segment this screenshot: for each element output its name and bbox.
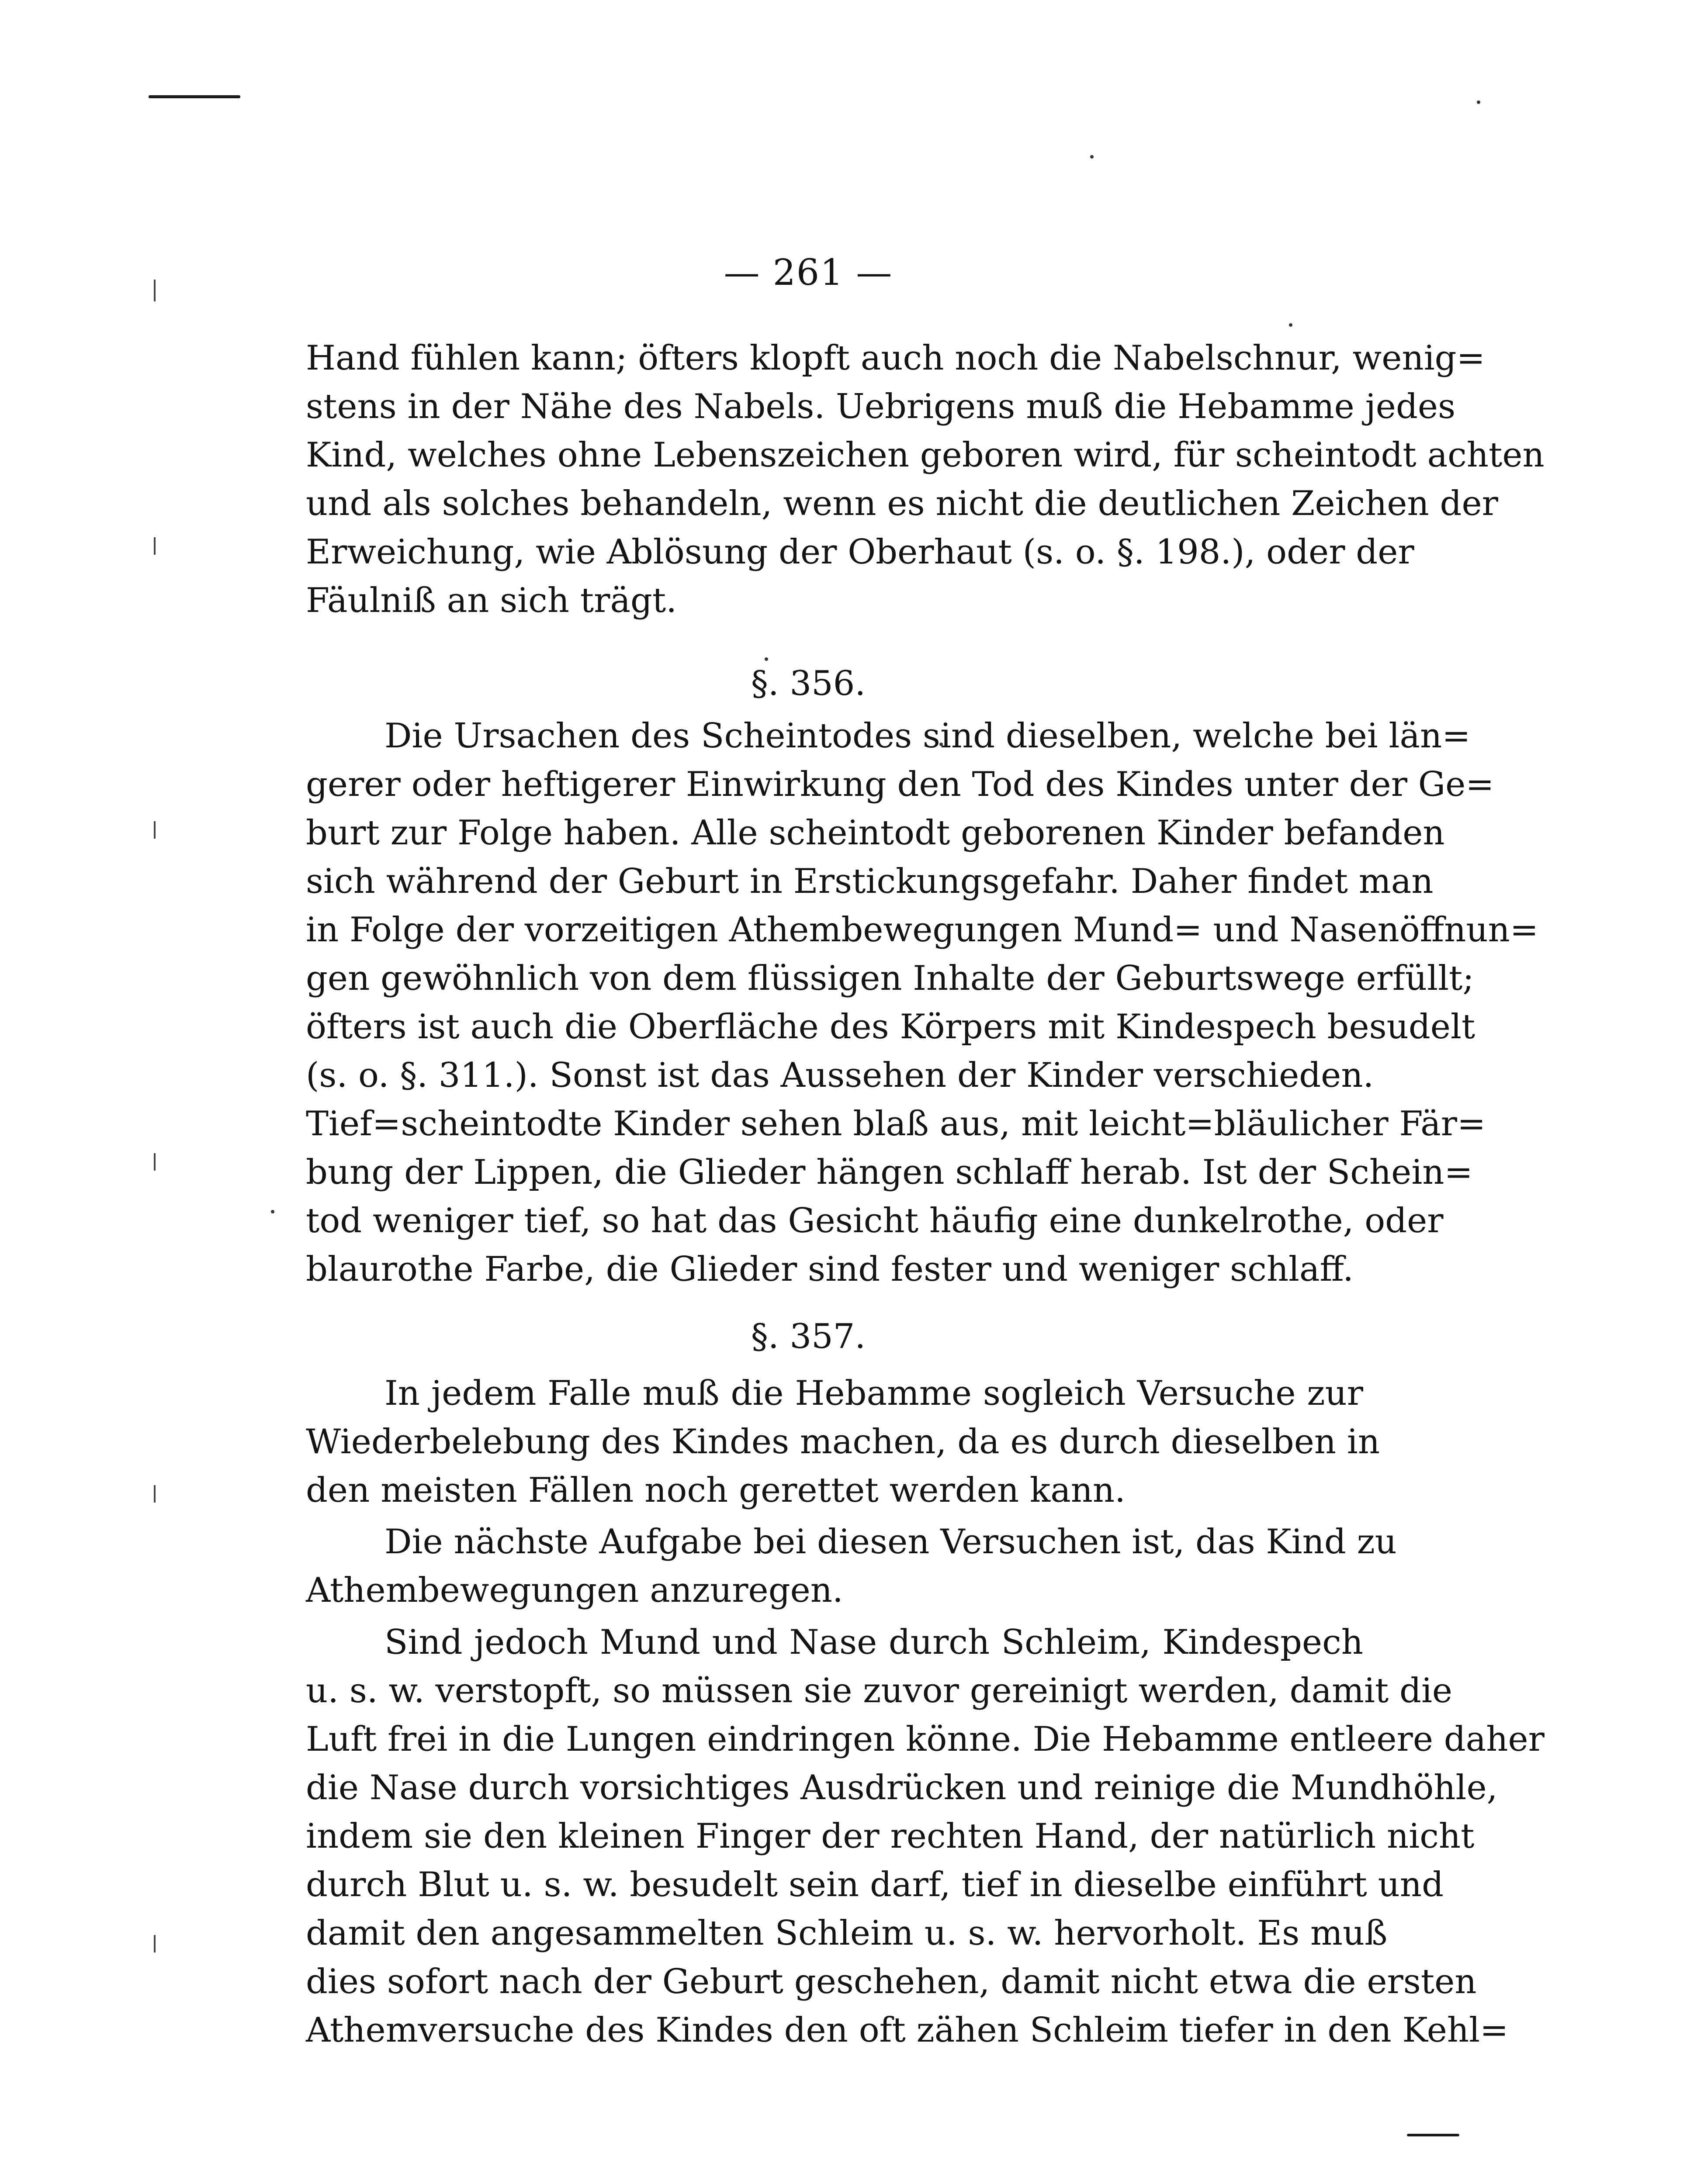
text-line: indem sie den kleinen Finger der rechten Hand, der natürlich nicht: [306, 1817, 1475, 1856]
text-line: dies sofort nach der Geburt geschehen, damit nicht etwa die ersten: [306, 1962, 1477, 2001]
text-line: tod weniger tief, so hat das Gesicht häufig eine dunkelrothe, oder: [306, 1201, 1444, 1241]
margin-mark: [154, 821, 156, 839]
ink-speck: [765, 657, 768, 661]
text-line: gerer oder heftigerer Einwirkung den Tod des Kindes unter der Ge=: [306, 765, 1494, 804]
ink-speck: [271, 1210, 274, 1213]
text-line: die Nase durch vorsichtiges Ausdrücken und reinige die Mundhöhle,: [306, 1768, 1498, 1807]
text-line: Athemversuche des Kindes den oft zähen Schleim tiefer in den Kehl=: [306, 2011, 1509, 2050]
text-line: Die nächste Aufgabe bei diesen Versuchen ist, das Kind zu: [384, 1522, 1397, 1562]
text-line: Wiederbelebung des Kindes machen, da es durch dieselben in: [306, 1422, 1380, 1462]
text-line: (s. o. §. 311.). Sonst ist das Aussehen der Kinder verschieden.: [306, 1056, 1374, 1095]
section-357-paragraph-2: [306, 1518, 1397, 1615]
page-number: — 261 —: [724, 252, 893, 294]
text-line: In jedem Falle muß die Hebamme sogleich Versuche zur: [384, 1374, 1363, 1413]
text-line: Sind jedoch Mund und Nase durch Schleim, Kindespech: [384, 1623, 1363, 1662]
paragraph-continued: [306, 334, 1545, 625]
text-line: damit den angesammelten Schleim u. s. w. hervorholt. Es muß: [306, 1914, 1388, 1953]
margin-mark: [154, 280, 156, 301]
text-line: Fäulniß an sich trägt.: [306, 581, 677, 620]
text-line: und als solches behandeln, wenn es nicht die deutlichen Zeichen der: [306, 484, 1498, 523]
margin-mark: [154, 537, 156, 555]
text-line: bung der Lippen, die Glieder hängen schlaff herab. Ist der Schein=: [306, 1153, 1473, 1192]
text-line: Hand fühlen kann; öfters klopft auch noch die Nabelschnur, wenig=: [306, 339, 1485, 378]
section-357-paragraph-3: [306, 1618, 1545, 2055]
text-line: öfters ist auch die Oberfläche des Körpers mit Kindespech besudelt: [306, 1007, 1475, 1047]
ink-speck: [1289, 323, 1292, 327]
bottom-right-rule: [1407, 2134, 1459, 2136]
text-line: in Folge der vorzeitigen Athembewegungen Mund= und Nasenöffnun=: [306, 910, 1539, 950]
margin-mark: [154, 1153, 156, 1171]
text-line: Erweichung, wie Ablösung der Oberhaut (s. o. §. 198.), oder der: [306, 532, 1414, 572]
text-line: Kind, welches ohne Lebenszeichen geboren wird, für scheintodt achten: [306, 435, 1545, 475]
ink-speck: [1477, 100, 1480, 104]
text-line: blaurothe Farbe, die Glieder sind fester und weniger schlaff.: [306, 1250, 1354, 1289]
text-line: gen gewöhnlich von dem flüssigen Inhalte der Geburtswege erfüllt;: [306, 959, 1474, 998]
text-line: burt zur Folge haben. Alle scheintodt geborenen Kinder befanden: [306, 813, 1445, 853]
section-357-paragraph-1: [306, 1369, 1380, 1515]
ink-speck: [1090, 155, 1094, 159]
margin-mark: [154, 1935, 156, 1952]
text-line: Die Ursachen des Scheintodes sind dieselben, welche bei län=: [384, 716, 1471, 756]
text-line: Luft frei in die Lungen eindringen könne. Die Hebamme entleere daher: [306, 1720, 1545, 1759]
text-line: u. s. w. verstopft, so müssen sie zuvor gereinigt werden, damit die: [306, 1671, 1453, 1711]
section-heading-357: §. 357.: [751, 1317, 866, 1356]
text-line: Tief=scheintodte Kinder sehen blaß aus, mit leicht=bläulicher Fär=: [306, 1104, 1486, 1144]
top-left-rule: [149, 95, 240, 98]
section-heading-356: §. 356.: [751, 664, 866, 703]
text-line: stens in der Nähe des Nabels. Uebrigens muß die Hebamme jedes: [306, 387, 1456, 426]
text-line: den meisten Fällen noch gerettet werden kann.: [306, 1471, 1126, 1510]
text-line: Athembewegungen anzuregen.: [306, 1571, 843, 1610]
margin-mark: [154, 1485, 156, 1503]
text-line: sich während der Geburt in Erstickungsgefahr. Daher findet man: [306, 862, 1434, 901]
section-356-paragraph: [306, 712, 1539, 1294]
text-line: durch Blut u. s. w. besudelt sein darf, tief in dieselbe einführt und: [306, 1865, 1444, 1904]
